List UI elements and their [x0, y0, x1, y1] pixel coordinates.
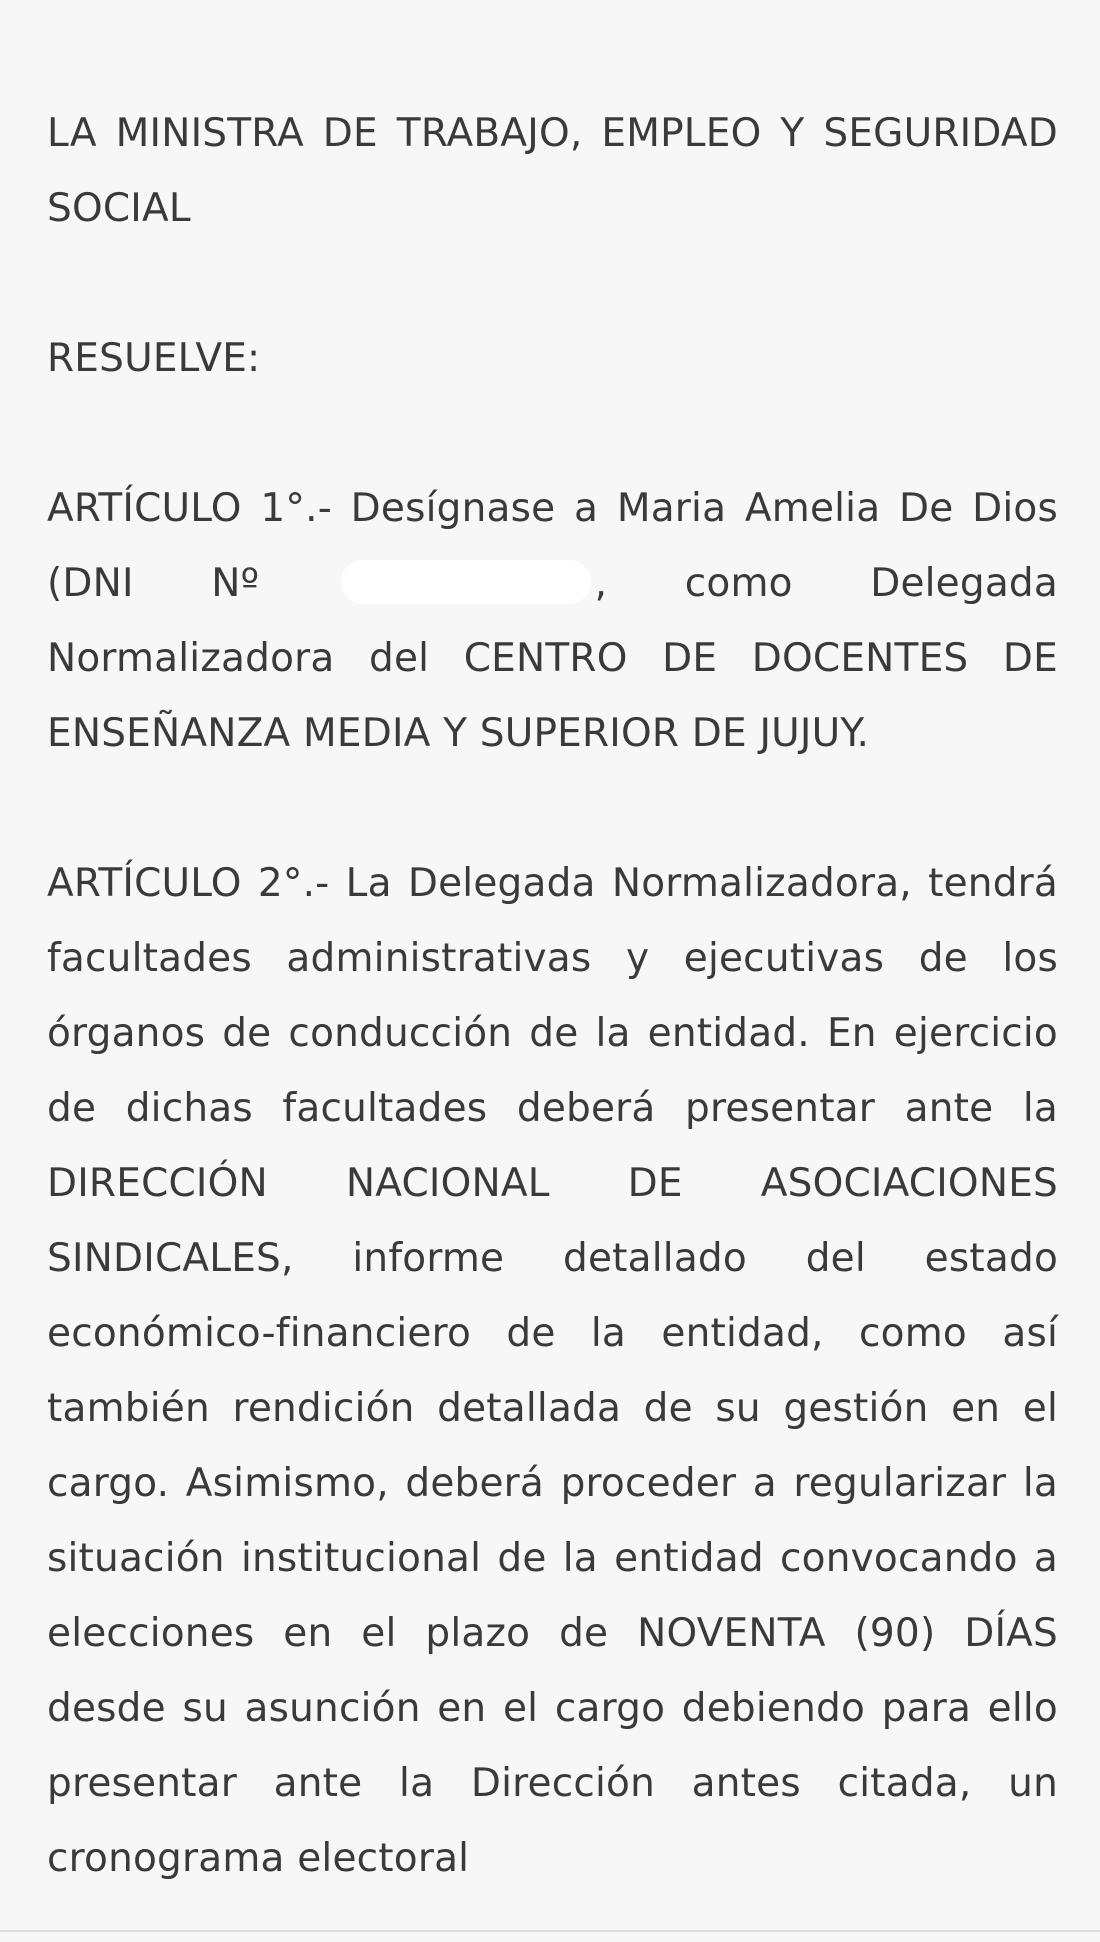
document-body — [47, 96, 1058, 1896]
resolves-heading: RESUELVE: — [47, 336, 261, 381]
redacted-dni — [341, 560, 591, 604]
article-2: ARTÍCULO 2°.- La Delegada Normalizadora, tendrá facultades administrativas y ejecutivas de los órganos de conducción de la entidad. En ejercicio de dichas facultades deberá presentar ante la DIRECCIÓN NACIONAL DE ASOCIACIONES SINDICALES, informe detallado del estado económico-financiero de la entidad, como así también rendición detallada de su gestión en el cargo. Asimismo, deberá proceder a regularizar la situación institucional de la entidad convocando a elecciones en el plazo de NOVENTA (90) DÍAS desde su asunción en el cargo debiendo para ello presentar ante la Dirección antes citada, un cronograma electoral — [47, 861, 1058, 1881]
authority-heading: LA MINISTRA DE TRABAJO, EMPLEO Y SEGURIDAD SOCIAL — [47, 111, 1058, 231]
article-1-text-start: ARTÍCULO 1°.- Desígnase a Maria Amelia De Dios (DNI Nº — [47, 486, 1058, 606]
article-1 — [47, 471, 1058, 771]
bottom-divider — [0, 1930, 1100, 1932]
top-edge — [0, 0, 1100, 8]
article-1-text-end: , como Delegada Normalizadora del CENTRO DE DOCENTES DE ENSEÑANZA MEDIA Y SUPERIOR DE JUJUY. — [47, 561, 1058, 756]
